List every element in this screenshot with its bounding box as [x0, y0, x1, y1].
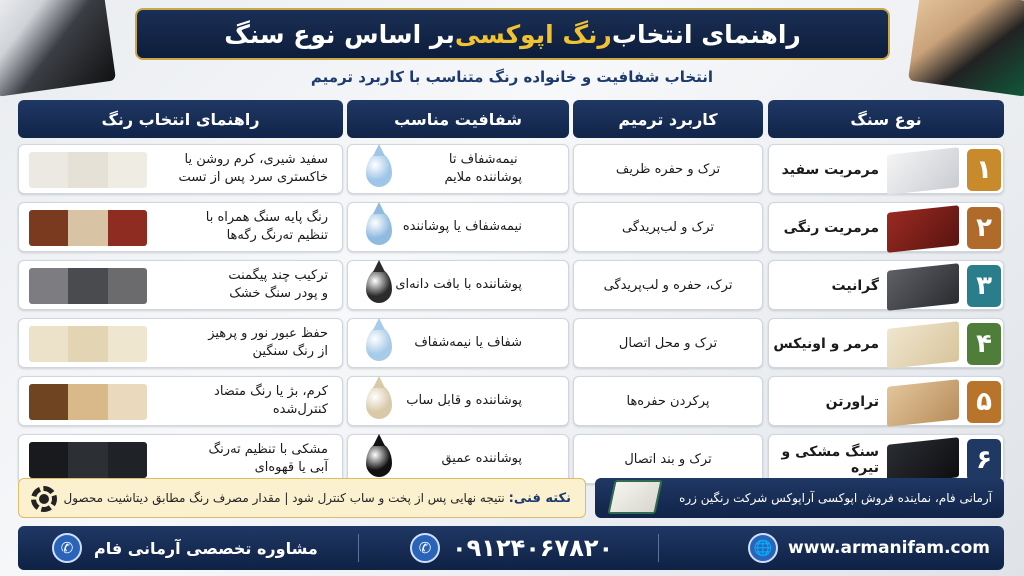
guide-text	[206, 209, 328, 244]
guide-line: حفظ عبور نور و پرهیز	[208, 326, 328, 342]
guide-line: آبی یا قهوه‌ای	[254, 460, 328, 475]
transparency-text	[414, 334, 522, 352]
stone-sample-image	[887, 147, 959, 195]
phone-icon: ✆	[410, 533, 440, 563]
drop-icon	[366, 153, 392, 187]
application-cell	[573, 434, 763, 484]
transparency-line: نیمه‌شفاف یا پوشاننده	[402, 218, 522, 234]
footer-separator	[358, 534, 359, 562]
table-row	[18, 202, 1004, 252]
title-pre: راهنمای انتخاب	[611, 19, 801, 49]
application-text: پرکردن حفره‌ها	[626, 393, 710, 409]
transparency-cell	[347, 144, 569, 194]
guide-cell	[18, 318, 343, 368]
transparency-cell	[347, 202, 569, 252]
drop-icon	[366, 211, 392, 245]
color-swatch	[29, 152, 147, 188]
armani-note-text: آرمانی فام، نماینده فروش اپوکسی آراپوکس شرکت رنگین زره	[679, 491, 992, 505]
stone-name: سنگ مشکی و تیره	[781, 444, 879, 476]
stone-name: مرمریت رنگی	[783, 220, 879, 236]
table-row	[18, 144, 1004, 194]
application-cell	[573, 144, 763, 194]
stone-sample-image	[887, 379, 959, 427]
transparency-cell	[347, 434, 569, 484]
table-row	[18, 260, 1004, 310]
armani-note	[595, 478, 1004, 518]
application-cell	[573, 202, 763, 252]
stone-name: مرمر و اونیکس	[773, 336, 879, 352]
page-title-banner	[135, 8, 890, 60]
row-number-badge: ۵	[967, 381, 1001, 423]
footer-phone[interactable]	[410, 526, 613, 570]
guide-line: مشکی با تنظیم ته‌رنگ	[208, 442, 328, 458]
title-post: بر اساس نوع سنگ	[224, 19, 455, 49]
application-text: ترک و محل اتصال	[618, 335, 718, 351]
color-swatch	[29, 326, 147, 362]
table-row	[18, 318, 1004, 368]
row-number-badge: ۳	[967, 265, 1001, 307]
drop-icon	[366, 269, 392, 303]
guide-line: کرم، بژ یا رنگ متضاد	[214, 384, 328, 400]
transparency-line: شفاف یا نیمه‌شفاف	[414, 334, 522, 350]
guide-line: سفید شیری، کرم روشن یا	[184, 152, 328, 168]
header-transparency: شفافیت مناسب	[347, 100, 569, 138]
guide-line: خاکستری سرد پس از تست	[178, 170, 328, 185]
footer-bar	[18, 526, 1004, 570]
drop-icon	[366, 327, 392, 361]
stone-cell	[768, 202, 1004, 252]
footer-consult[interactable]	[52, 526, 318, 570]
application-text: ترک و لب‌پریدگی	[622, 219, 714, 235]
guide-line: رنگ پایه سنگ همراه با	[205, 210, 328, 226]
drop-icon	[366, 443, 392, 477]
page-subtitle: انتخاب شفافیت و خانواده رنگ متناسب با کاربرد ترمیم	[310, 68, 714, 86]
transparency-line: نیمه‌شفاف تا	[448, 151, 518, 167]
phone-text[interactable]: ۰۹۱۲۴۰۶۷۸۲۰	[452, 534, 614, 562]
tech-note	[18, 478, 586, 518]
guide-text	[228, 267, 328, 302]
guide-text	[208, 325, 328, 360]
guide-cell	[18, 260, 343, 310]
transparency-line: پوشاننده با بافت دانه‌ای	[395, 276, 522, 292]
guide-line: و پودر سنگ خشک	[229, 286, 328, 301]
color-swatch	[29, 384, 147, 420]
transparency-line: پوشاننده و قابل ساب	[406, 392, 522, 408]
application-text: ترک و بند اتصال	[624, 451, 712, 467]
application-cell	[573, 260, 763, 310]
stone-cell	[768, 434, 1004, 484]
transparency-cell	[347, 318, 569, 368]
stone-name: گرانیت	[831, 278, 879, 294]
application-text: ترک و حفره ظریف	[615, 161, 721, 177]
gear-icon	[31, 486, 57, 512]
guide-line: ترکیب چند پیگمنت	[228, 268, 328, 284]
row-number-badge: ۴	[967, 323, 1001, 365]
tech-note-label: نکته فنی:	[508, 490, 571, 506]
phone-icon: ✆	[52, 533, 82, 563]
color-swatch	[29, 210, 147, 246]
consult-text: مشاوره تخصصی آرمانی فام	[94, 538, 318, 558]
application-cell	[573, 318, 763, 368]
transparency-cell	[347, 260, 569, 310]
title-highlight: رنگ اپوکسی	[454, 19, 612, 49]
globe-icon: 🌐	[748, 533, 778, 563]
transparency-text	[445, 151, 523, 187]
guide-cell	[18, 202, 343, 252]
guide-cell	[18, 144, 343, 194]
stone-sample-image	[887, 205, 959, 253]
guide-cell	[18, 434, 343, 484]
guide-text	[209, 441, 328, 476]
header-guide: راهنمای انتخاب رنگ	[18, 100, 343, 138]
stone-cell	[768, 318, 1004, 368]
header-stone: نوع سنگ	[768, 100, 1004, 138]
transparency-cell	[347, 376, 569, 426]
stone-cell	[768, 376, 1004, 426]
stone-sample-image	[887, 263, 959, 311]
stone-cell	[768, 144, 1004, 194]
stone-name: تراورتن	[825, 394, 879, 410]
tech-note-text: نتیجه نهایی پس از پخت و ساب کنترل شود | مقدار مصرف رنگ مطابق دیتاشیت محصول	[63, 491, 505, 505]
row-number-badge: ۶	[967, 439, 1001, 481]
guide-text	[214, 383, 328, 418]
website-text[interactable]: www.armanifam.com	[788, 538, 990, 558]
guide-line: تنظیم ته‌رنگ رگه‌ها	[226, 228, 328, 243]
stone-cell	[768, 260, 1004, 310]
color-swatch	[29, 442, 147, 478]
footer-website[interactable]	[748, 526, 990, 570]
stone-slab-icon	[607, 480, 662, 514]
header-application: کاربرد ترمیم	[573, 100, 763, 138]
application-text: ترک، حفره و لب‌پریدگی	[603, 277, 733, 293]
row-number-badge: ۱	[967, 149, 1001, 191]
stone-sample-image	[887, 321, 959, 369]
guide-line: از رنگ سنگین	[252, 344, 328, 359]
guide-cell	[18, 376, 343, 426]
transparency-text	[395, 276, 522, 294]
guide-text	[179, 151, 329, 186]
transparency-text	[403, 218, 522, 236]
transparency-line: پوشاننده ملایم	[444, 170, 522, 185]
application-cell	[573, 376, 763, 426]
row-number-badge: ۲	[967, 207, 1001, 249]
stone-name: مرمریت سفید	[781, 162, 879, 178]
drop-icon	[366, 385, 392, 419]
table-row	[18, 376, 1004, 426]
color-swatch	[29, 268, 147, 304]
footer-separator	[658, 534, 659, 562]
transparency-text	[406, 392, 522, 410]
transparency-line: پوشاننده عمیق	[441, 450, 522, 466]
table-row	[18, 434, 1004, 484]
transparency-text	[441, 450, 522, 468]
guide-line: کنترل‌شده	[272, 402, 328, 417]
